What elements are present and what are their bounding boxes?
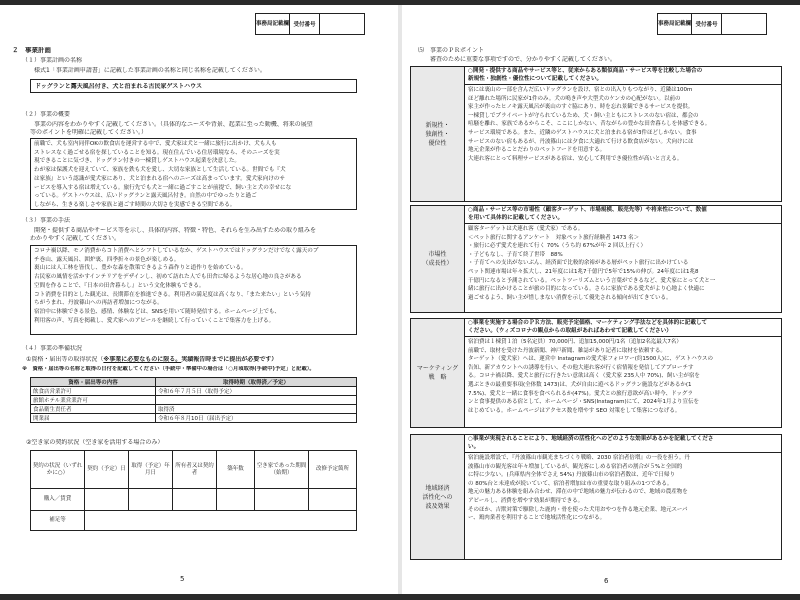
s2-note-1: 事業の内容をわかりやすく記載してください。（具体的なニーズや背景、起業に至った動機、将来の展望 <box>34 121 313 128</box>
receipt-number-field[interactable] <box>722 14 766 34</box>
answer-line: ンと食事提供のある宿として、ホームページ・SNS(Instagram)にて、2024年1月より宣伝を <box>468 399 700 406</box>
section-label-line: 新規性・ <box>425 121 450 129</box>
table-row: 補足等 <box>31 511 357 531</box>
s4-q2: ②空き家の契約状況（空き家を活用する場合のみ） <box>26 439 164 446</box>
section-label <box>411 319 465 427</box>
plan-name-box <box>30 79 357 93</box>
answer-line: 家主が作ったヒノキ露天風呂が裏山のすぐ脇にあり、時を忘れ景観できるサービスを提供。 <box>468 104 694 111</box>
answer-line: ペット関連市場は年々拡大し、21年度には1兆7千億円で5年で15%の伸び。24年度には1兆8 <box>468 268 699 275</box>
text-line: ストレスなく過ごせる宿を探していることを知る。現在住んでいる住居環境なら、そのニーズを実 <box>34 149 280 156</box>
question-line: ○開発・提供する商品やサービス等と、従来からある類似商品・サービス等を比較した場合の <box>468 68 703 74</box>
page-left <box>0 5 396 594</box>
section-question <box>465 319 781 337</box>
answer-line: 告知、新アカウントへの誘導を行い、その他大連れ客が行く宿情報を発信してアプローチす <box>468 364 694 371</box>
text-line: 前職で、犬も室内同伴OKの飲食店を運営する中で、愛犬家は犬と一緒に旅行に出かけ、犬も人も <box>34 141 277 147</box>
section-label <box>411 206 465 312</box>
text-line: ービスを導入する宿は増えている。旅行先でも犬と一緒に過ごすことが前提で、飼い主と犬の幸せにな <box>34 184 292 191</box>
section-title: ２ 事業計画 <box>12 47 51 54</box>
text-line: 空間を作ることで、『日本の田舎暮らし』という文化体験もできる。 <box>34 282 205 289</box>
office-use-box <box>255 13 365 35</box>
section-label-line: 活性化への <box>422 493 453 501</box>
section-label <box>411 67 465 201</box>
vacant-house-header: 契約の状況（いずれかに○） 契約（予定）日 取得（予定）年月日 所有者又は契約者 築年数 空き家であった期間（始期） 改修予定箇所 <box>31 451 357 489</box>
text-line: っている。ゲストハウスは、広いドッグランと露天風呂付き。自然の中でゆったりと過ご <box>34 193 257 200</box>
answer-line: 喧騒を離れ、家族であるからこそ、ここにしかない、昔ながらの豊かな田舎暮らしを体感できる。 <box>468 121 711 128</box>
text-line: チ巻山、露天風呂、囲炉裏、四季折々の景色が楽しめる。 <box>34 256 180 263</box>
answer-line: 千億円になると予測されている。ペットツーリズムという言葉ができるなど、愛犬家にとって犬と一 <box>468 277 716 284</box>
license-table <box>30 377 357 423</box>
answer-line: アピールし、消費を増やす効果が期待できる。 <box>468 497 584 504</box>
page-number: 6 <box>604 577 609 585</box>
office-label: 事務局 記載欄 <box>256 14 290 34</box>
question-line: 新規性・独創性・優位性について記載してください。 <box>468 75 603 82</box>
answer-line: ・旅行に必ず愛犬を連れて行く 70%（うち約 67%が年 2 回以上行く） <box>468 243 646 250</box>
table-row: 旅館ホテル業営業許可 <box>31 396 357 405</box>
section-question <box>465 67 781 85</box>
answer-line: 顧客ターゲットは犬連れ客（愛犬家）である。 <box>468 226 584 232</box>
section-label-line: 戦 略 <box>428 374 447 381</box>
s3-note-2: わかりやすく記載してください。 <box>30 235 121 242</box>
method-box <box>30 245 357 335</box>
s2-note-2: 等のポイントを明確に記載してください。） <box>30 129 148 136</box>
answer-line: ＜ペット旅行に関するアンケート 対象ペット旅行経験者 1473 名＞ <box>468 234 640 241</box>
section-label-line: （成長性） <box>422 260 453 267</box>
text-line: 古民家の風情を活かすインテリアをデザインし、初めて訪れた人でも田舎に帰るような居心地の良さがある <box>34 274 302 281</box>
pr-section-novelty <box>410 66 782 202</box>
answer-line: 7.5%)、愛犬と一緒に食事を食べられるか(47%)。愛犬との旅行意欲が高い時今、ドッグラ <box>468 390 693 397</box>
section-question <box>465 435 781 453</box>
pr-title: ⑸ 事業のＰＲポイント <box>418 47 485 54</box>
answer-line: サービスのない宿もあるが、丹波篠山には夕食に大適れて行ける飲食店がない。犬向けには <box>468 138 694 145</box>
answer-line: 過ごせるよう、飼い主が惜しまない消費を示して優先される傾向が出てきている。 <box>468 294 672 301</box>
s2-title: （２）事業の概要 <box>22 111 71 118</box>
overview-box <box>30 138 357 210</box>
answer-line: に特に少ない。(兵庫県内全体でさえ 54%) 丹波篠山市の宿泊者数は、近年で日帰り <box>468 472 676 479</box>
text-line: ちがうまれ、丹波篠山への再訪者増加につながる。 <box>34 300 163 307</box>
answer-line: 前職で、取材を受けた丹波新聞、神戸新聞、雑誌があり記者に取材を依頼する。 <box>468 347 666 354</box>
s1-note: 様式1「事業計画申請書」に記載した事業計画の名称と同じ名称を記載してください。 <box>34 67 266 74</box>
table-row: 購入／賃貸 <box>31 489 357 511</box>
s3-title: （３）事業の手法 <box>22 217 71 224</box>
s1-title: （１）事業計画の名称 <box>22 57 83 64</box>
vacant-house-table <box>30 450 357 531</box>
table-row: 食品衛生責任者 取得済 <box>31 405 357 414</box>
section-question <box>465 206 781 224</box>
text-line: コロナ禍以降、モノ消費からコト消費へとシフトしているなか、ゲストハウスではドッグランだけでなく露天のプ <box>34 248 319 254</box>
pr-section-marketing <box>410 318 782 428</box>
question-line: ○商品・サービス等の市場性（顧客ターゲット、市場規模、販売先等）や将来性について、数値 <box>468 207 707 213</box>
text-line: わが家は保護犬を迎えていて、家族を鉄も犬を愛し、大切な家族として生活している。世間でも『犬 <box>34 167 286 174</box>
section-label-line: 地域経済 <box>425 484 450 492</box>
office-use-box <box>657 13 767 35</box>
question-line: ○事業が実現されることにより、地域経済の活性化へのどのような効果があるかを記載してくださ <box>468 436 714 442</box>
text-line: しながら、生きる楽しさや家族と過ごす時間の大切さを実感できる空間である。 <box>34 201 236 208</box>
question-line: ください。（ウィズコロナの観点からの取組があればあわせて記載してください） <box>468 327 672 334</box>
answer-line: 宿には裏山の一部を含んだ広いドッグランを設け、宿との出入りもつながり、近隣は100m <box>468 87 693 93</box>
pr-section-regional <box>410 434 782 560</box>
answer-line: ー、鶏肉業者を利用することで地域活性化につながる。 <box>468 515 606 522</box>
question-line: い。 <box>468 443 480 450</box>
text-line: 利用客の声、写真を掲載し、愛犬家へのアピールを継続して行っていくことで集客力を上げる。 <box>34 317 275 324</box>
pr-section-market <box>410 205 782 313</box>
answer-line: 宿泊施設増設で、『丹波篠山市観光まちづくり戦略、2030 宿泊者倍増』の一役を担う。丹 <box>468 455 690 461</box>
page-gutter <box>398 5 402 594</box>
answer-line: ターゲット（愛犬家）へは、運営中 Instagramの愛犬家フォロワー(約1500人)に、ゲストハウスの <box>468 356 714 363</box>
answer-line: ほど離れた場所に民家が1件のみ。犬の鳴き声や大型犬のケンカの心配がない。以前の <box>468 95 681 102</box>
s3-note-1: 開発・提供する商品やサービス等を示し、具体的内容、特徴・特色、それらを生み出すための取り組みを <box>34 227 317 234</box>
text-line: は家族』という認識が愛犬家にあり、犬と泊まれる宿へのニーズは高まっています。愛犬家向けのサ <box>34 175 285 182</box>
text-line: 裏山には人工林を皆伐し、豊かな森を散策できるよう森作りと道作りを始めている。 <box>34 265 247 272</box>
section-label-line: 独創性・ <box>425 130 450 138</box>
answer-line: ・子育てへの支出がないぶん、経済面で比較的余裕がある層がペット旅行に出かけている <box>468 260 689 267</box>
plan-name-value: ドッグランと露天風呂付き、犬と泊まれる古民家ゲストハウス <box>35 83 202 90</box>
office-label: 事務局 記載欄 <box>658 14 692 34</box>
license-table-header: 資格・届出等の内容 取得時期（取得済／予定） <box>31 378 357 387</box>
answer-line: 波篠山市の観光客は年々増加しているが、観光客にしめる宿泊者の割合が５%と全国的 <box>468 463 683 470</box>
answer-line: はじめている。ホームページはアクセス数を増やす SEO 対策をして集客につなげる。 <box>468 407 681 414</box>
question-line: ○事業を実施する場合のＰＲ方法、販売予定価格、マーケティング手法などを具体的に記載して <box>468 320 708 326</box>
text-line: 宿泊中に体験できる景色、感情、体験などは、SNSを用いて随時発信する。ホームページ上でも、 <box>34 308 281 315</box>
section-label-line: マーケティング <box>416 365 459 372</box>
answer-line: の 80%台と未達成が続いていて、宿泊者増加は市の重要な取り組みの1つである。 <box>468 480 673 487</box>
answer-line: ・子どもなし、子育て終了世帯 88% <box>468 251 563 258</box>
answer-line: 宿泊費は１棟貸１泊（5名定員）70,000円、追加15,000円/1名（追加2名迄最大7名） <box>468 339 682 345</box>
answer-line: そのほか、吉獣対策で駆除した鹿肉・骨を使った犬用おやつを作る地元企業、地元スーパ <box>468 506 688 513</box>
section-label <box>411 435 465 559</box>
s4-q1: ①資格・届出等の取得状況（※事業に必要なものに限る。実績報告時までに提出が必要です） <box>26 356 278 363</box>
text-line: コト消費を目的とした観光は、長期滞在を推進できる。利用者の満足度は高くなり、「また来たい」という気持 <box>34 291 311 298</box>
answer-line: サービス環境である。また、近隣のゲストハウスに犬と泊まれる宿が3件ほどしかない。食事 <box>468 129 697 136</box>
answer-line: 大連れ客にとって料理サービスがある宿は、安心して利用でき優位性が高いと言える。 <box>468 155 683 162</box>
answer-line: 一棟貸しでプライベートが守られているため、犬・飼い主ともにストレスのない宿は、都会の <box>468 112 699 119</box>
s4-warning: ※ 資格・届出等の名称と取得の日付を記載してください（手続中・準備中の場合は「○月頃取得(手続中)予定」と記載）。 <box>22 366 315 372</box>
table-row: 飲食店営業許可 令和６年７月５日（取得予定） <box>31 387 357 396</box>
receipt-number-field[interactable] <box>320 14 364 34</box>
pr-note: 審査のために重要な事項ですので、分かりやすく記載してください。 <box>430 56 616 63</box>
section-label-line: 市場性 <box>428 251 447 258</box>
text-line: 現できることに気づき、ドッグラン付きの一棟貸しゲストハウス起業を決意した。 <box>34 158 241 165</box>
receipt-label: 受付番号 <box>290 14 320 34</box>
answer-line: 地元企業が作ることだわりのペットフードを用意する。 <box>468 147 606 154</box>
answer-line: 緒に旅行に出かけることが旅の目的になっている。さらに家族である愛犬がより心地よく快適に <box>468 286 705 293</box>
answer-line: 地元の魅力ある体験を組み合わせ、滞在の中で地域の魅力が伝わるので、地域の農産物を <box>468 489 688 496</box>
answer-line: る。コロナ禍以降、愛犬と旅行に行きたい意欲は高く（愛犬家 235人中 70%)、飼い主が宿を <box>468 373 700 380</box>
receipt-label: 受付番号 <box>692 14 722 34</box>
question-line: を用いて具体的に記載してください。 <box>468 214 564 221</box>
answer-line: 選ぶときの最重要事項(全体数 1473)は、犬が自由に遊べるドッグラン施設などがあるか(1 <box>468 381 692 388</box>
section-label-line: 波及効果 <box>425 502 450 510</box>
section-label-line: 優位性 <box>428 139 447 147</box>
table-row: 開業届 令和６年８月10日（届出予定） <box>31 414 357 423</box>
s4-title: （４）事業の準備状況 <box>22 345 83 352</box>
page-number: 5 <box>180 575 185 583</box>
